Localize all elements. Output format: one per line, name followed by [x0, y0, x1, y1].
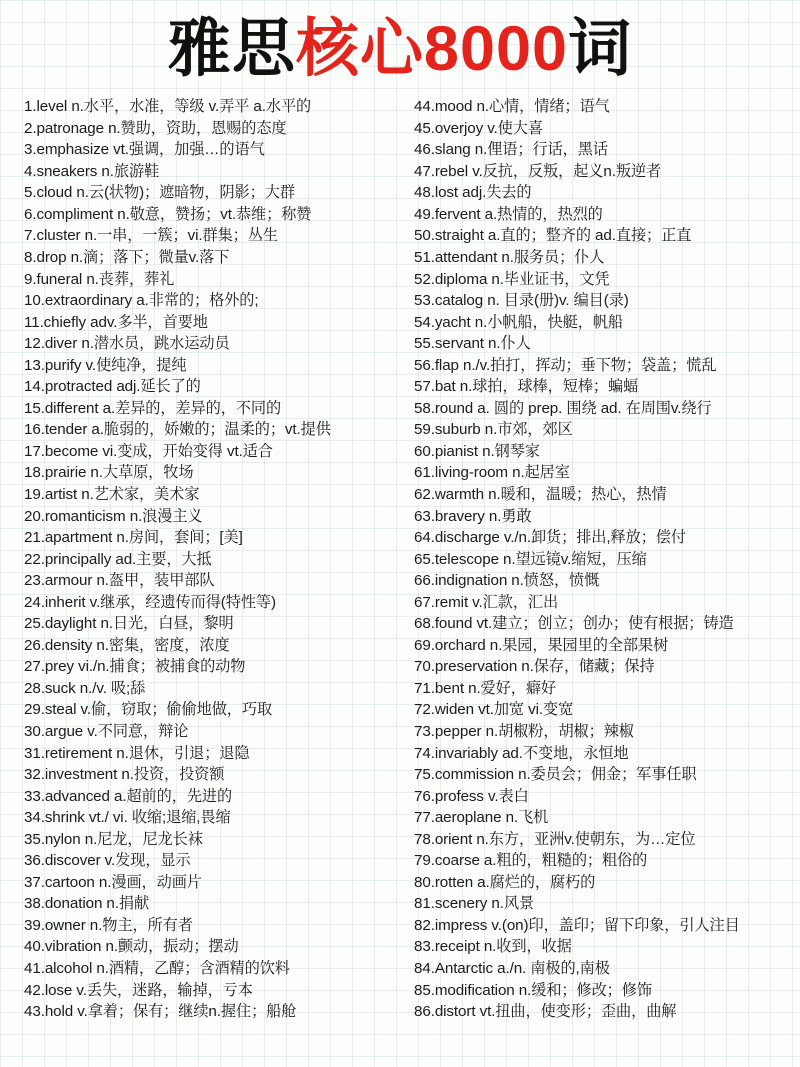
word-entry: 7.cluster n.一串，一簇；vi.群集；丛生 — [24, 227, 278, 245]
word-entry: 6.compliment n.敬意，赞扬；vt.恭维；称赞 — [24, 205, 312, 223]
word-entry: 73.pepper n.胡椒粉，胡椒；辣椒 — [414, 723, 634, 740]
word-entry: 35.nylon n.尼龙，尼龙长袜 — [24, 830, 203, 848]
word-entry: 86.distort vt.扭曲，使变形；歪曲，曲解 — [414, 1003, 677, 1021]
page-title — [14, 16, 786, 82]
word-entry: 34.shrink vt./ vi. 收缩;退缩,畏缩 — [24, 809, 231, 827]
word-entry: 4.sneakers n.旅游鞋 — [24, 162, 160, 180]
word-entry: 1.level n.水平，水准，等级 v.弄平 a.水平的 — [24, 98, 312, 116]
word-entry: 58.round a. 圆的 prep. 围绕 ad. 在周围v.绕行 — [414, 399, 712, 417]
word-entry: 17.become vi.变成，开始变得 vt.适合 — [24, 442, 273, 460]
word-entry: 40.vibration n.颤动，振动；摆动 — [24, 938, 239, 956]
word-entry: 69.orchard n.果园，果园里的全部果树 — [414, 636, 669, 654]
word-entry: 56.flap n./v.拍打，挥动；垂下物；袋盖；慌乱 — [414, 356, 717, 374]
word-entry: 43.hold v.拿着；保有；继续n.握住；船舱 — [24, 1003, 297, 1021]
word-entry: 55.servant n.仆人 — [414, 335, 531, 353]
word-entry: 8.drop n.滴；落下；微量v.落下 — [24, 248, 230, 266]
word-entry: 84.Antarctic a./n. 南极的,南极 — [414, 960, 610, 978]
word-entry: 79.coarse a.粗的，粗糙的；粗俗的 — [414, 852, 648, 870]
word-entry: 14.protracted adj.延长了的 — [24, 378, 201, 396]
word-entry: 68.found vt.建立；创立；创办；使有根据；铸造 — [414, 615, 734, 633]
word-entry: 74.invariably ad.不变地，永恒地 — [414, 744, 629, 762]
title-part-1: 雅思 — [167, 14, 296, 84]
word-list-left-column — [14, 96, 400, 1061]
word-entry: 66.indignation n.愤怒，愤慨 — [414, 572, 600, 590]
word-entry: 62.warmth n.暖和，温暖；热心，热情 — [414, 485, 667, 503]
word-entry: 44.mood n.心情，情绪；语气 — [414, 98, 610, 116]
word-entry: 30.argue v.不同意，辩论 — [24, 723, 189, 740]
word-entry: 46.slang n.俚语；行话，黑话 — [414, 141, 608, 159]
word-entry: 32.investment n.投资，投资额 — [24, 766, 225, 784]
word-entry: 18.prairie n.大草原，牧场 — [24, 464, 194, 482]
word-entry: 57.bat n.球拍，球棒，短棒；蝙蝠 — [414, 378, 639, 396]
word-entry: 26.density n.密集，密度，浓度 — [24, 636, 230, 654]
word-entry: 9.funeral n.丧葬，葬礼 — [24, 270, 175, 288]
word-entry: 21.apartment n.房间，套间；[美] — [24, 529, 243, 547]
word-entry: 75.commission n.委员会；佣金；军事任职 — [414, 766, 697, 784]
word-entry: 85.modification n.缓和；修改；修饰 — [414, 981, 652, 999]
word-entry: 5.cloud n.云(状物)；遮暗物，阴影；大群 — [24, 184, 295, 202]
word-entry: 51.attendant n.服务员；仆人 — [414, 248, 605, 266]
word-entry: 82.impress v.(on)印，盖印；留下印象，引人注目 — [414, 916, 740, 934]
word-entry: 63.bravery n.勇敢 — [414, 507, 532, 525]
word-entry: 13.purify v.使纯净，提纯 — [24, 356, 187, 374]
word-entry: 76.profess v.表白 — [414, 787, 529, 805]
word-entry: 16.tender a.脆弱的，娇嫩的；温柔的；vt.提供 — [24, 421, 331, 439]
word-entry: 70.preservation n.保存，储藏；保持 — [414, 658, 655, 676]
word-entry: 29.steal v.偷，窃取；偷偷地做，巧取 — [24, 701, 273, 719]
word-list-right-column — [400, 96, 786, 1061]
word-entry: 80.rotten a.腐烂的，腐朽的 — [414, 873, 596, 891]
word-entry: 11.chiefly adv.多半，首要地 — [24, 313, 208, 331]
title-accent: 核心8000 — [295, 14, 569, 84]
word-entry: 2.patronage n.赞助，资助，恩赐的态度 — [24, 119, 287, 137]
word-entry: 12.diver n.潜水员，跳水运动员 — [24, 335, 230, 353]
word-entry: 36.discover v.发现，显示 — [24, 852, 191, 870]
word-entry: 48.lost adj.失去的 — [414, 184, 532, 202]
word-list-columns — [14, 96, 786, 1061]
word-entry: 81.scenery n.风景 — [414, 895, 535, 913]
word-entry: 50.straight a.直的；整齐的 ad.直接；正直 — [414, 227, 692, 245]
word-entry: 23.armour n.盔甲，装甲部队 — [24, 572, 215, 590]
word-entry: 19.artist n.艺术家，美术家 — [24, 485, 200, 503]
word-entry: 33.advanced a.超前的，先进的 — [24, 787, 233, 805]
word-entry: 37.cartoon n.漫画，动画片 — [24, 873, 202, 891]
word-entry: 61.living-room n.起居室 — [414, 464, 570, 482]
word-entry: 53.catalog n. 目录(册)v. 编目(录) — [414, 292, 629, 310]
word-entry: 67.remit v.汇款，汇出 — [414, 593, 559, 611]
word-entry: 15.different a.差异的，差异的，不同的 — [24, 399, 282, 417]
word-entry: 24.inherit v.继承，经遗传而得(特性等) — [24, 593, 276, 611]
word-entry: 41.alcohol n.酒精，乙醇；含酒精的饮料 — [24, 960, 290, 978]
word-entry: 22.principally ad.主要，大抵 — [24, 550, 212, 568]
word-entry: 42.lose v.丢失，迷路，输掉，亏本 — [24, 981, 253, 999]
word-entry: 25.daylight n.日光，白昼，黎明 — [24, 615, 234, 633]
word-entry: 38.donation n.捐献 — [24, 895, 150, 913]
word-entry: 65.telescope n.望远镜v.缩短，压缩 — [414, 550, 647, 568]
word-entry: 28.suck n./v. 吸;舔 — [24, 679, 146, 697]
word-entry: 54.yacht n.小帆船，快艇，帆船 — [414, 313, 623, 331]
word-entry: 78.orient n.东方，亚洲v.使朝东，为…定位 — [414, 830, 696, 848]
word-entry: 3.emphasize vt.强调，加强…的语气 — [24, 141, 265, 159]
word-entry: 10.extraordinary a.非常的；格外的; — [24, 292, 259, 310]
word-entry: 39.owner n.物主，所有者 — [24, 916, 193, 934]
word-entry: 83.receipt n.收到，收据 — [414, 938, 572, 956]
word-entry: 47.rebel v.反抗，反叛，起义n.叛逆者 — [414, 162, 662, 180]
word-entry: 52.diploma n.毕业证书，文凭 — [414, 270, 610, 288]
word-entry: 77.aeroplane n.飞机 — [414, 809, 549, 827]
word-entry: 31.retirement n.退休，引退；退隐 — [24, 744, 250, 762]
word-entry: 72.widen vt.加宽 vi.变宽 — [414, 701, 574, 719]
title-part-3: 词 — [568, 14, 633, 84]
word-entry: 20.romanticism n.浪漫主义 — [24, 507, 203, 525]
word-entry: 59.suburb n.市郊，郊区 — [414, 421, 573, 439]
word-entry: 27.prey vi./n.捕食；被捕食的动物 — [24, 658, 246, 676]
word-entry: 60.pianist n.钢琴家 — [414, 442, 540, 460]
word-entry: 49.fervent a.热情的，热烈的 — [414, 205, 603, 223]
word-entry: 45.overjoy v.使大喜 — [414, 119, 543, 137]
word-entry: 71.bent n.爱好，癖好 — [414, 679, 556, 697]
word-entry: 64.discharge v./n.卸货；排出,释放；偿付 — [414, 529, 686, 547]
